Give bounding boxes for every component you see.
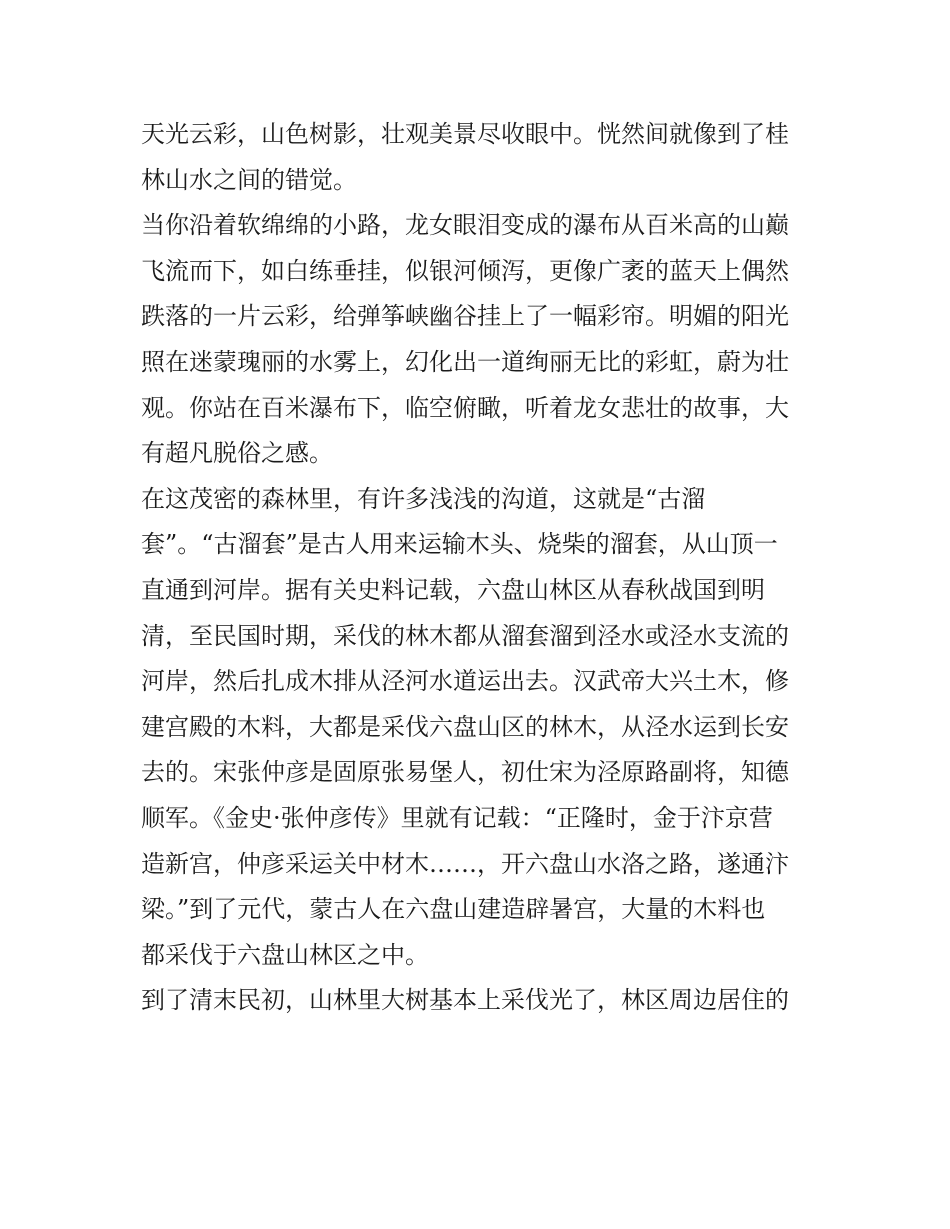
text-line: 套”。“古溜套”是古人用来运输木头、烧柴的溜套，从山顶一 (141, 530, 778, 559)
text-line: 造新宫，仲彦采运关中材木……，开六盘山水洛之路，遂通汴 (141, 849, 789, 878)
text-line: 顺军。《金史·张仲彦传》里就有记载：“正隆时，金于汴京营 (141, 803, 773, 832)
text-line: 有超凡脱俗之感。 (141, 439, 333, 468)
text-line: 到了清末民初，山林里大树基本上采伐光了，林区周边居住的 (141, 986, 789, 1015)
text-line: 观。你站在百米瀑布下，临空俯瞰，听着龙女悲壮的故事，大 (141, 393, 789, 422)
text-line: 飞流而下，如白练垂挂，似银河倾泻，更像广袤的蓝天上偶然 (141, 256, 789, 285)
text-line: 建宫殿的木料，大都是采伐六盘山区的林木，从泾水运到长安 (141, 712, 789, 741)
text-line: 照在迷蒙瑰丽的水雾上，幻化出一道绚丽无比的彩虹，蔚为壮 (141, 347, 789, 376)
text-line: 天光云彩，山色树影，壮观美景尽收眼中。恍然间就像到了桂 (141, 120, 789, 148)
body-text (141, 112, 821, 1024)
text-line: 河岸，然后扎成木排从泾河水道运出去。汉武帝大兴土木，修 (141, 667, 789, 696)
text-line: 梁。”到了元代，蒙古人在六盘山建造辟暑宫，大量的木料也 (141, 895, 766, 924)
text-line: 在这茂密的森林里，有许多浅浅的沟道，这就是“古溜 (141, 484, 706, 513)
text-line: 直通到河岸。据有关史料记载，六盘山林区从春秋战国到明 (141, 575, 765, 604)
text-line: 都采伐于六盘山林区之中。 (141, 940, 429, 969)
text-line: 去的。宋张仲彦是固原张易堡人，初仕宋为泾原路副将，知德 (141, 758, 789, 787)
text-line: 当你沿着软绵绵的小路，龙女眼泪变成的瀑布从百米高的山巅 (141, 211, 789, 240)
text-line: 清，至民国时期，采伐的林木都从溜套溜到泾水或泾水支流的 (141, 621, 789, 650)
text-line: 林山水之间的错觉。 (141, 165, 357, 194)
text-line: 跌落的一片云彩，给弹筝峡幽谷挂上了一幅彩帘。明媚的阳光 (141, 302, 789, 331)
